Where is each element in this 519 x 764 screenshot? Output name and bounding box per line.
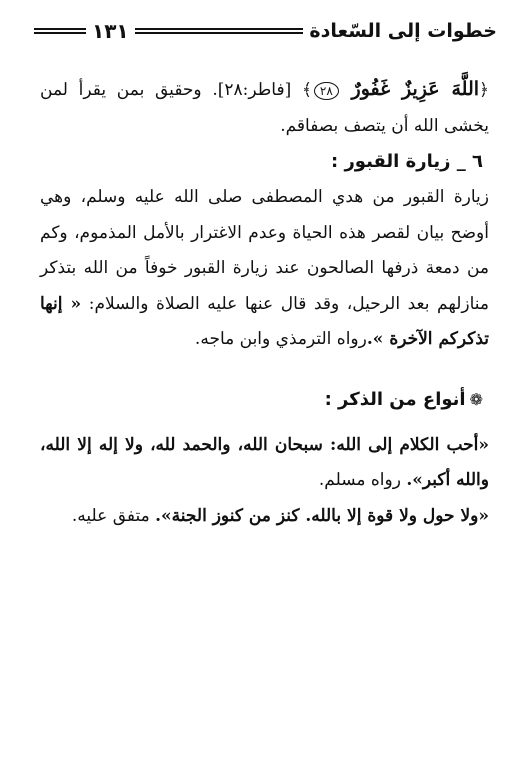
quran-verse: اللَّهَ عَزِيزٌ غَفُورٌ (351, 78, 480, 100)
header-rule (135, 28, 304, 34)
page-body (40, 72, 489, 534)
flower-ornament-icon: ❁ (469, 389, 483, 409)
dhikr-2-text: «ولا حول ولا قوة إلا بالله. كنز من كنوز الجنة». (155, 505, 489, 526)
section-title-grave-visiting: ٦ _ زيارة القبور : (330, 151, 483, 172)
header-rule-end (34, 28, 86, 34)
paragraph-dhikr-2 (40, 499, 489, 535)
section-title-dhikr (40, 382, 489, 418)
page-header (28, 14, 497, 48)
paragraph-dhikr-1 (40, 428, 489, 499)
dhikr-title-text: أنواع من الذكر : (324, 388, 466, 410)
spacer (40, 358, 489, 382)
dhikr-1-text: «أحب الكلام إلى الله: سبحان الله، والحمد لله، ولا إله إلا الله، والله أكبر». (40, 434, 489, 490)
dhikr-2-source: متفق عليه. (71, 505, 150, 526)
dhikr-1-source: رواه مسلم. (318, 470, 401, 490)
paragraph-grave-visiting (40, 180, 489, 358)
running-title: خطوات إلى السّعادة (309, 20, 497, 42)
paragraph-ayah: ﴿اللَّهَ عَزِيزٌ غَفُورٌ ٢٨﴾ [فاطر:٢٨]. وحقيق بمن يقرأ لمن يخشى الله أن يتصف بصفاقم. (40, 78, 489, 136)
page-number: ١٣١ (92, 19, 129, 43)
verse-reference-text: [فاطر:٢٨]. وحقيق بمن يقرأ لمن يخشى الله أن يتصف بصفاقم. (40, 80, 489, 136)
ayah-number-badge: ٢٨ (314, 82, 339, 100)
hadith-source: رواه الترمذي وابن ماجه. (194, 329, 367, 349)
hadith-quote: « إنها تذكركم الآخرة ». (40, 293, 489, 349)
grave-visiting-text: زيارة القبور من هدي المصطفى صلى الله عليه وسلم، وهي أوضح بيان لقصر هذه الحياة وعدم الاغترار بالأمل المذموم، وكم من دمعة ذرفها الصالحون عند زيارة القبور خوفاً من الله بتذكر منازلهم بعد الرحيل، وقد قال عنها عليه الصلاة والسلام: (40, 187, 490, 314)
spacer (40, 418, 489, 428)
